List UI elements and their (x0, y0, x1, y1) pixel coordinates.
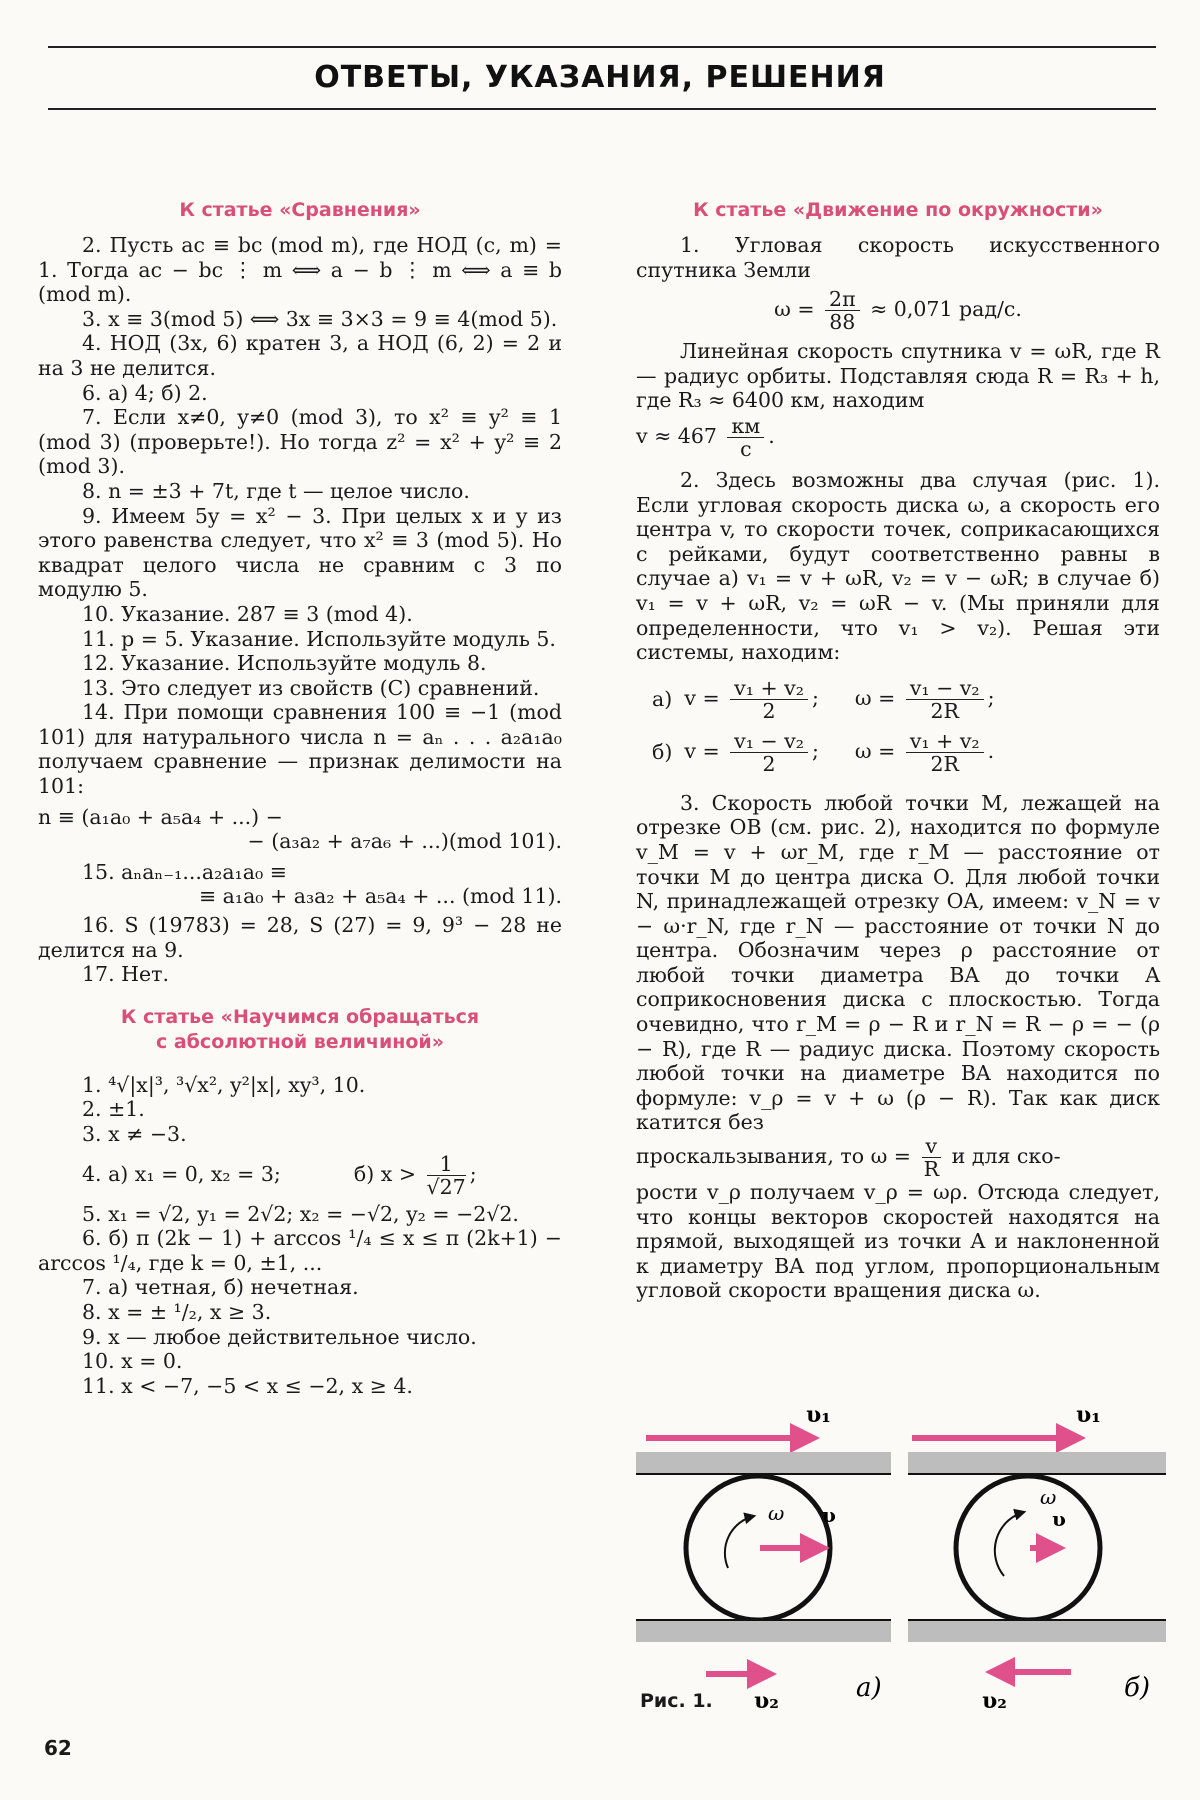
fraction-km-per-s: км с (727, 415, 764, 460)
title-rule (48, 108, 1156, 110)
formula-angular-velocity: ω = $\frac{2\pi}{88}$ ≈ 0,071 рад/с. (774, 287, 1022, 335)
abs-answer-7: 7. а) четная, б) нечетная. (82, 1275, 359, 1300)
circular-answer-2: 2. Здесь возможны два случая (рис. 1). Если угловая скорость диска ω, а скорость его центра v, то скорости точек, соприкасающихся с рейками, будут соответственно равны в случае а) v₁ = v + ωR, v₂ = v − ωR; в случае б) v₁ = v + ωR, v₂ = ωR − v. (Мы приняли для определенности, что v₁ > v₂). Решая эти системы, находим: (636, 467, 1160, 665)
answer-15-line1: 15. aₙaₙ₋₁...a₂a₁a₀ ≡ (82, 859, 287, 884)
abs-answer-2: 2. ±1. (82, 1097, 145, 1122)
disk-b (956, 1476, 1100, 1620)
right-column (636, 198, 1160, 1303)
answer-17: 17. Нет. (82, 962, 169, 987)
fraction-v-over-R: $\frac{v}{R}$ (922, 1135, 942, 1180)
answer-2: 2. Пусть ac ≡ bc (mod m), где НОД (c, m) = 1. Тогда ac − bc ⋮ m ⟺ a − b ⋮ m ⟺ a ≡ b (mod m). (38, 233, 562, 307)
label-case-a: а) (856, 1673, 882, 1703)
circular-answer-3: 3. Скорость любой точки M, лежащей на отрезке OB (см. рис. 2), находится по формуле v_M = v + ωr_M, где r_M — расстояние от точки M до центра диска O. Для любой точки N, принадлежащей отрезку OA, имеем: v_N = v − ω·r_N, где r_N — расстояние от точки N до центра. Обозначим через ρ расстояние от любой точки диаметра BA до точки A соприкосновения диска с плоскостью. Тогда очевидно, что r_M = ρ − R и r_N = R − ρ = − (ρ − R), где R — радиус диска. Поэтому скорость любой точки на диаметре BA находится по формуле: v_ρ = v + ω (ρ − R). Так как диск катится без (636, 790, 1160, 1135)
figure-rolling-disk (636, 1390, 1166, 1730)
label-v-a: υ (822, 1503, 836, 1527)
figure-panel-b (908, 1402, 1166, 1714)
answer-3: 3. x ≡ 3(mod 5) ⟺ 3x ≡ 3×3 = 9 ≡ 4(mod 5). (82, 306, 558, 331)
label-omega-a: ω (768, 1501, 785, 1525)
abs-answer-3: 3. x ≠ −3. (82, 1122, 187, 1146)
figure-panel-a (636, 1402, 891, 1714)
abs-answer-11: 11. x < −7, −5 < x ≤ −2, x ≥ 4. (82, 1373, 413, 1398)
formula-linear-velocity: v ≈ 467 км с . (636, 413, 775, 461)
label-v2-a: υ₂ (754, 1688, 779, 1714)
answer-8: 8. n = ±3 + 7t, где t — целое число. (82, 478, 470, 503)
page-number: 62 (44, 1736, 72, 1760)
bottom-rail-a (636, 1620, 891, 1642)
answer-12: 12. Указание. Используйте модуль 8. (82, 651, 487, 676)
answer-9: 9. Имеем 5y = x² − 3. При целых x и y из этого равенства следует, что x² ≡ 3 (mod 5). Но квадрат целого числа не сравним с 3 по модулю 5. (38, 503, 562, 602)
answer-16: 16. S (19783) = 28, S (27) = 9, 9³ − 28 не делится на 9. (38, 913, 562, 962)
section-heading-congruences: К статье «Сравнения» (179, 199, 421, 221)
answer-10: 10. Указание. 287 ≡ 3 (mod 4). (82, 601, 413, 626)
answer-11: 11. p = 5. Указание. Используйте модуль 5. (82, 626, 556, 651)
abs-answer-10: 10. x = 0. (82, 1349, 183, 1374)
solution-systems: а) v = $\frac{\text{v₁ + v₂}}{2}$ ; ω = $\frac{\text{v₁ − v₂}}{2R}$ ; б) v = $\frac{\text{v₁ − v₂}}{2}$ ; ω = $\frac{\text{v₁ + v₂}}{2R}$ . (652, 675, 995, 776)
circular-answer-3-end: рости v_ρ получаем v_ρ = ωρ. Отсюда следует, что концы векторов скоростей находятся на прямой, выходящей из точки A и наклоненной к диаметру BA под углом, пропорциональным угловой скорости вращения диска ω. (636, 1180, 1160, 1303)
fraction-case-a-v: $\frac{\text{v₁ + v₂}}{2}$ (730, 677, 808, 722)
abs-answer-4b: б) x > (353, 1161, 417, 1186)
label-v1-a: υ₁ (806, 1402, 831, 1428)
section-heading-circular-motion: К статье «Движение по окружности» (693, 199, 1103, 221)
top-rule (48, 46, 1156, 48)
abs-answer-1: 1. ⁴√|x|³, ³√x², y²|x|, xy³, 10. (82, 1072, 366, 1097)
answer-7: 7. Если x≠0, y≠0 (mod 3), то x² ≡ y² ≡ 1 (mod 3) (проверьте!). Но тогда z² = x² + y² ≡ 2 (mod 3). (38, 405, 562, 479)
circular-answer-1: 1. Угловая скорость искусственного спутника Земли (636, 233, 1160, 282)
label-omega-b: ω (1040, 1485, 1057, 1509)
section-heading-absolute-value (38, 1005, 562, 1055)
top-rail-b (908, 1452, 1166, 1474)
fraction-1-over-sqrt27: $\frac{1}{√27}$ (426, 1151, 466, 1199)
section-heading-line1: К статье «Научимся обращаться (120, 1005, 480, 1028)
answer-6: 6. а) 4; б) 2. (82, 380, 208, 405)
abs-answer-4a: 4. а) x₁ = 0, x₂ = 3; (82, 1161, 281, 1186)
formula-14-line2: − (a₃a₂ + a₇a₆ + ...)(mod 101). (247, 829, 562, 854)
answer-15-line2: ≡ a₁a₀ + a₃a₂ + a₅a₄ + ... (mod 11). (198, 884, 562, 909)
abs-answer-6: 6. б) π (2k − 1) + arccos ¹/₄ ≤ x ≤ π (2k+1) − arccos ¹/₄, где k = 0, ±1, ... (38, 1226, 562, 1275)
section-heading-line2: с абсолютной величиной» (155, 1030, 445, 1053)
circular-answer-3-formula: проскальзывания, то ω = $\frac{v}{R}$ и для ско- (636, 1134, 1061, 1182)
fraction-case-b-v: $\frac{\text{v₁ − v₂}}{2}$ (730, 730, 808, 775)
label-case-b: б) (1124, 1673, 1151, 1703)
figure-caption: Рис. 1. (640, 1690, 713, 1712)
page-title: ОТВЕТЫ, УКАЗАНИЯ, РЕШЕНИЯ (314, 60, 886, 95)
abs-answer-4: 4. а) x₁ = 0, x₂ = 3; б) x > $\frac{1}{√27}$ ; (82, 1151, 477, 1199)
fraction-case-b-omega: $\frac{\text{v₁ + v₂}}{2R}$ (906, 730, 984, 775)
answer-4: 4. НОД (3x, 6) кратен 3, а НОД (6, 2) = 2 и на 3 не делится. (38, 331, 562, 380)
label-v2-b: υ₂ (982, 1688, 1007, 1714)
formula-14-line1: n ≡ (a₁a₀ + a₅a₄ + ...) − (38, 804, 283, 829)
label-v1-b: υ₁ (1076, 1402, 1101, 1428)
label-v-b: υ (1052, 1507, 1066, 1531)
fraction-2pi-over-88: $\frac{2\pi}{88}$ (825, 288, 860, 333)
fraction-case-a-omega: $\frac{\text{v₁ − v₂}}{2R}$ (906, 677, 984, 722)
abs-answer-5: 5. x₁ = √2, y₁ = 2√2; x₂ = −√2, y₂ = −2√2. (82, 1201, 519, 1226)
top-rail-a (636, 1452, 891, 1474)
answer-14: 14. При помощи сравнения 100 ≡ −1 (mod 101) для натурального числа n = aₙ . . . a₂a₁a₀ получаем сравнение — признак делимости на 101: (38, 700, 562, 799)
left-column (38, 198, 562, 1398)
circular-answer-1-linear: Линейная скорость спутника v = ωR, где R — радиус орбиты. Подставляя сюда R = R₃ + h, где R₃ ≈ 6400 км, находим (636, 339, 1160, 413)
abs-answer-9: 9. x — любое действительное число. (82, 1324, 477, 1349)
abs-answer-8: 8. x = ± ¹/₂, x ≥ 3. (82, 1299, 272, 1324)
bottom-rail-b (908, 1620, 1166, 1642)
answer-13: 13. Это следует из свойств (С) сравнений. (82, 675, 540, 700)
